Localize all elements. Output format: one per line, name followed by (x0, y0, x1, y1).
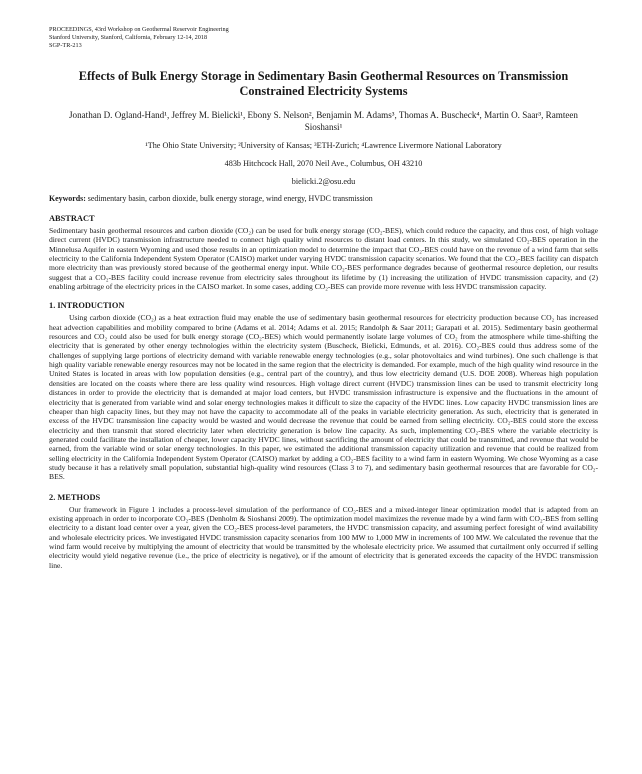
author-list: Jonathan D. Ogland-Hand¹, Jeffrey M. Bielicki¹, Ebony S. Nelson², Benjamin M. Adams³, Thomas A. Buscheck⁴, Martin O. Saar³, Ramteen Sioshansi¹ (69, 110, 578, 132)
affiliations: ¹The Ohio State University; ²University of Kansas; ³ETH-Zurich; ⁴Lawrence Livermore National Laboratory (145, 141, 502, 150)
abstract-heading: ABSTRACT (49, 214, 95, 223)
email: bielicki.2@osu.edu (291, 177, 356, 186)
abstract-text: Sedimentary basin geothermal resources and carbon dioxide (CO₂) can be used for bulk energy storage (CO₂-BES), which could reduce the capacity, and thus cost, of high voltage direct current (HVDC) transmission infrastructure needed to connect high quality wind resources to distant load centers. In this study, we simulated CO₂-BES operation in the Minnelusa Aquifer in eastern Wyoming and used those results in an optimization model to determine the impact that CO₂-BES could have on the revenue of a wind farm that sells electricity to the California Independent System Operator (CAISO) market under varying HVDC transmission capacity scenarios. We found that the CO₂-BES facility can dispatch more electricity than was previously stored because of the geothermal energy input. While CO₂-BES performance degrades because of geothermal resource depletion, our results suggest that a CO₂-BES facility could increase revenue from electricity sales throughout its lifetime by (1) increasing the utilization of HVDC transmission capacity, and (2) enabling arbitrage of the electricity prices in the CAISO market. In some cases, adding CO₂-BES can provide more revenue with less HVDC transmission capacity. (49, 226, 598, 292)
introduction-text: Using carbon dioxide (CO₂) as a heat extraction fluid may enable the use of sedimentary basin geothermal resources for electricity production because CO₂ has increased heat advection capabilities and mobility compared to brine (Adams et al. 2014; Adams et al. 2015; Randolph & Saar 2011; Garapati et al. 2015). Sedimentary basin geothermal resources and CO₂ could also be used for bulk energy storage (CO₂-BES) which would permanently isolate large volumes of CO₂ from the atmosphere while time-shifting the electricity that is generated by other energy technologies within the electricity system (Buscheck, Bielicki, Edmunds, et al. 2016). CO₂-BES could thus address some of the challenges of supplying large portions of electricity demand with variable renewable energy technologies (e.g., solar photovoltaics and wind turbines). One such challenge is that high quality variable renewable energy resources may not be located in the same region that the electricity is demanded. For example, much of the high quality wind resource in the United States is located in areas with low population densities (e.g., central part of the country), and thus low electricity demand (U.S. DOE 2008). Whereas high population densities are located on the coasts where there are less quality wind resources. High voltage direct current (HVDC) transmission lines can be used to transmit electricity long distances in order to provide the electricity that is demanded at major load centers, but HVDC transmission infrastructure is expensive and the fluctuations in the amount of electricity that is generated from variable wind and solar energy technologies makes it difficult to size the capacity of the HVDC lines. Low capacity HVDC transmission lines are cheaper than high capacity lines, but they may not have the capacity to accommodate all of the peaks in variable electricity generation. As such, electricity that is generated in excess of the HVDC transmission line capacity would be wasted and would decrease the revenue that could be earned from selling electricity. CO₂-BES could store the excess electricity and then transmit that stored electricity later when electricity generation is below line capacity. As such, implementing CO₂-BES where the variable electricity is generated could facilitate the installation of cheaper, lower capacity HVDC lines, without sacrificing the amount of electricity that could be transmitted, and revenue that would be earned, from the variable wind or solar energy technologies. In this paper, we estimated the additional transmission capacity utilization and revenue that could be realized from selling electricity in the California Independent System Operator (CAISO) market by adding a CO₂-BES facility to a wind farm in eastern Wyoming. We chose Wyoming as a case study because it has a relatively small population, substantial high-quality wind resources (Class 3 to 7), and sedimentary basin geothermal resources that are favorable for CO₂-BES. (49, 313, 598, 482)
methods-heading: 2. METHODS (49, 492, 101, 502)
address: 483b Hitchcock Hall, 2070 Neil Ave., Columbus, OH 43210 (224, 159, 423, 168)
paper-title: Effects of Bulk Energy Storage in Sedimentary Basin Geothermal Resources on Transmission Constrained Electricity Systems (78, 69, 569, 98)
keywords-text: sedimentary basin, carbon dioxide, bulk energy storage, wind energy, HVDC transmission (85, 194, 373, 203)
header-line-3: SGP-TR-213 (49, 42, 82, 49)
header-line-1: PROCEEDINGS, 43rd Workshop on Geothermal Reservoir Engineering (49, 26, 229, 33)
header-line-2: Stanford University, Stanford, California, February 12-14, 2018 (49, 34, 208, 41)
keywords (49, 194, 598, 204)
keywords-label: Keywords: (49, 194, 86, 203)
proceedings-header (49, 26, 598, 50)
introduction-heading: 1. INTRODUCTION (49, 301, 125, 311)
methods-text: Our framework in Figure 1 includes a process-level simulation of the performance of CO₂-BES and a mixed-integer linear optimization model that is adapted from an existing approach in order to incorporate CO₂-BES (Denholm & Sioshansi 2009). The optimization model maximizes the revenue made by a wind farm with CO₂-BES from selling electricity to a distant load center over a year, given the CO₂-BES process-level parameters, the HVDC transmission capacity, and assuming perfect foresight of wind availability and wholesale electricity prices. We investigated HVDC transmission capacity scenarios from 100 MW to 1,000 MW in increments of 100 MW. We calculated the revenue that the wind farm would receive by multiplying the amount of electricity that would be transmitted by the wholesale electricity price. We assumed that curtailment only occurred if selling electricity would yield negative revenue (i.e., the price of electricity is negative), or if the amount of electricity that is generated exceeds the capacity of the HVDC transmission line. (49, 504, 598, 570)
